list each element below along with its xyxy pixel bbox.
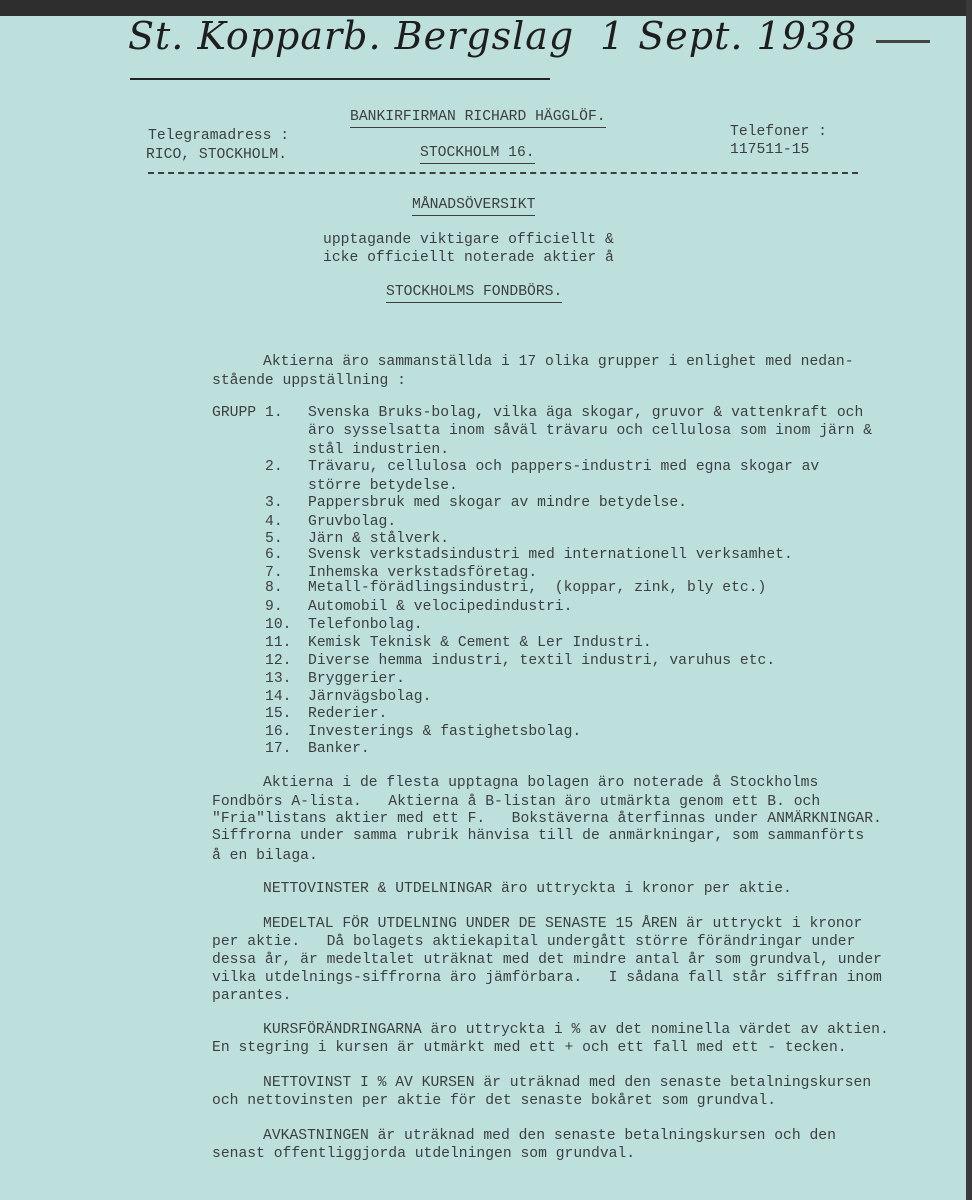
group-number: 7. [265,565,283,581]
group-number: 3. [265,495,283,511]
group-description: Svenska Bruks-bolag, vilka äga skogar, gruvor & vattenkraft och [308,405,864,421]
paragraph-line: NETTOVINSTER & UTDELNINGAR äro uttryckta i kronor per aktie. [263,881,792,897]
handwritten-date: 1 Sept. 1938 [600,14,858,58]
group-description: Kemisk Teknisk & Cement & Ler Industri. [308,635,652,651]
paragraph-line: En stegring i kursen är utmärkt med ett + och ett fall med ett - tecken. [212,1040,847,1056]
group-description: Telefonbolag. [308,617,423,633]
group-number: 13. [265,671,292,687]
paragraph-line: MEDELTAL FÖR UTDELNING UNDER DE SENASTE 15 ÅREN är uttryckt i kronor [263,916,863,932]
group-number: 17. [265,741,292,757]
paragraph-line: "Fria"listans aktier med ett F. Bokstäverna återfinnas under ANMÄRKNINGAR. [212,811,882,827]
group-description: Pappersbruk med skogar av mindre betydelse. [308,495,687,511]
paragraph-line: NETTOVINST I % AV KURSEN är uträknad med den senaste betalningskursen [263,1075,872,1091]
group-description: Bryggerier. [308,671,405,687]
paragraph-line: senast offentliggjorda utdelningen som grundval. [212,1146,636,1162]
telegram-label: Telegramadress : [148,128,290,144]
groups-label: GRUPP [212,405,257,421]
paragraph-line: Fondbörs A-lista. Aktierna å B-listan äro utmärkta genom ett B. och [212,794,821,810]
group-number: 14. [265,689,292,705]
group-description: Svensk verkstadsindustri med internationell verksamhet. [308,547,793,563]
group-description: Automobil & velocipedindustri. [308,599,573,615]
firm-name: BANKIRFIRMAN RICHARD HÄGGLÖF. [350,108,606,128]
group-description: större betydelse. [308,478,458,494]
group-description: Trävaru, cellulosa och pappers-industri med egna skogar av [308,459,820,475]
group-description: Investerings & fastighetsbolag. [308,724,582,740]
paragraph-line: å en bilaga. [212,848,318,864]
exchange-title: STOCKHOLMS FONDBÖRS. [386,283,562,303]
document-title: MÅNADSÖVERSIKT [412,196,535,216]
dashed-divider [148,172,858,174]
scan-edge [966,0,972,1200]
group-description: Järn & stålverk. [308,531,450,547]
intro-line: stående uppställning : [212,373,406,389]
group-number: 4. [265,514,283,530]
group-number: 9. [265,599,283,615]
group-number: 12. [265,653,292,669]
group-description: Inhemska verkstadsföretag. [308,565,538,581]
group-description: Metall-förädlingsindustri, (koppar, zink, bly etc.) [308,580,767,596]
group-description: Rederier. [308,706,388,722]
group-description: Gruvbolag. [308,514,397,530]
phone-label: Telefoner : [730,124,827,140]
group-number: 16. [265,724,292,740]
group-description: Diverse hemma industri, textil industri, varuhus etc. [308,653,776,669]
paragraph-line: parantes. [212,988,292,1004]
group-number: 10. [265,617,292,633]
group-number: 15. [265,706,292,722]
group-number: 2. [265,459,283,475]
paragraph-line: Siffrorna under samma rubrik hänvisa till de anmärkningar, som sammanförts [212,828,865,844]
group-description: Järnvägsbolag. [308,689,432,705]
intro-line: Aktierna äro sammanställda i 17 olika grupper i enlighet med nedan- [263,354,854,370]
group-description: stål industrien. [308,442,450,458]
handwritten-company: St. Kopparb. Bergslag [128,14,575,58]
group-number: 6. [265,547,283,563]
paragraph-line: KURSFÖRÄNDRINGARNA äro uttryckta i % av det nominella värdet av aktien. [263,1022,889,1038]
paragraph-line: dessa år, är medeltalet uträknat med det mindre antal år som grundval, under [212,952,882,968]
paragraph-line: vilka utdelnings-siffrorna äro jämförbara. I sådana fall står siffran inom [212,970,882,986]
phone-value: 117511-15 [730,142,810,158]
group-number: 11. [265,635,292,651]
paragraph-line: Aktierna i de flesta upptagna bolagen äro noterade å Stockholms [263,775,819,791]
subtitle-line: icke officiellt noterade aktier å [323,250,614,266]
subtitle-line: upptagande viktigare officiellt & [323,232,614,248]
city: STOCKHOLM 16. [420,144,535,164]
paragraph-line: och nettovinsten per aktie för det senaste bokåret som grundval. [212,1093,777,1109]
paragraph-line: AVKASTNINGEN är uträknad med den senaste betalningskursen och den [263,1128,836,1144]
pen-mark [876,40,930,43]
handwritten-underline [130,78,550,80]
group-description: äro sysselsatta inom såväl trävaru och cellulosa som inom järn & [308,423,873,439]
group-number: 8. [265,580,283,596]
group-number: 1. [265,405,283,421]
telegram-value: RICO, STOCKHOLM. [146,147,288,163]
paragraph-line: per aktie. Då bolagets aktiekapital undergått större förändringar under [212,934,856,950]
group-number: 5. [265,531,283,547]
group-description: Banker. [308,741,370,757]
